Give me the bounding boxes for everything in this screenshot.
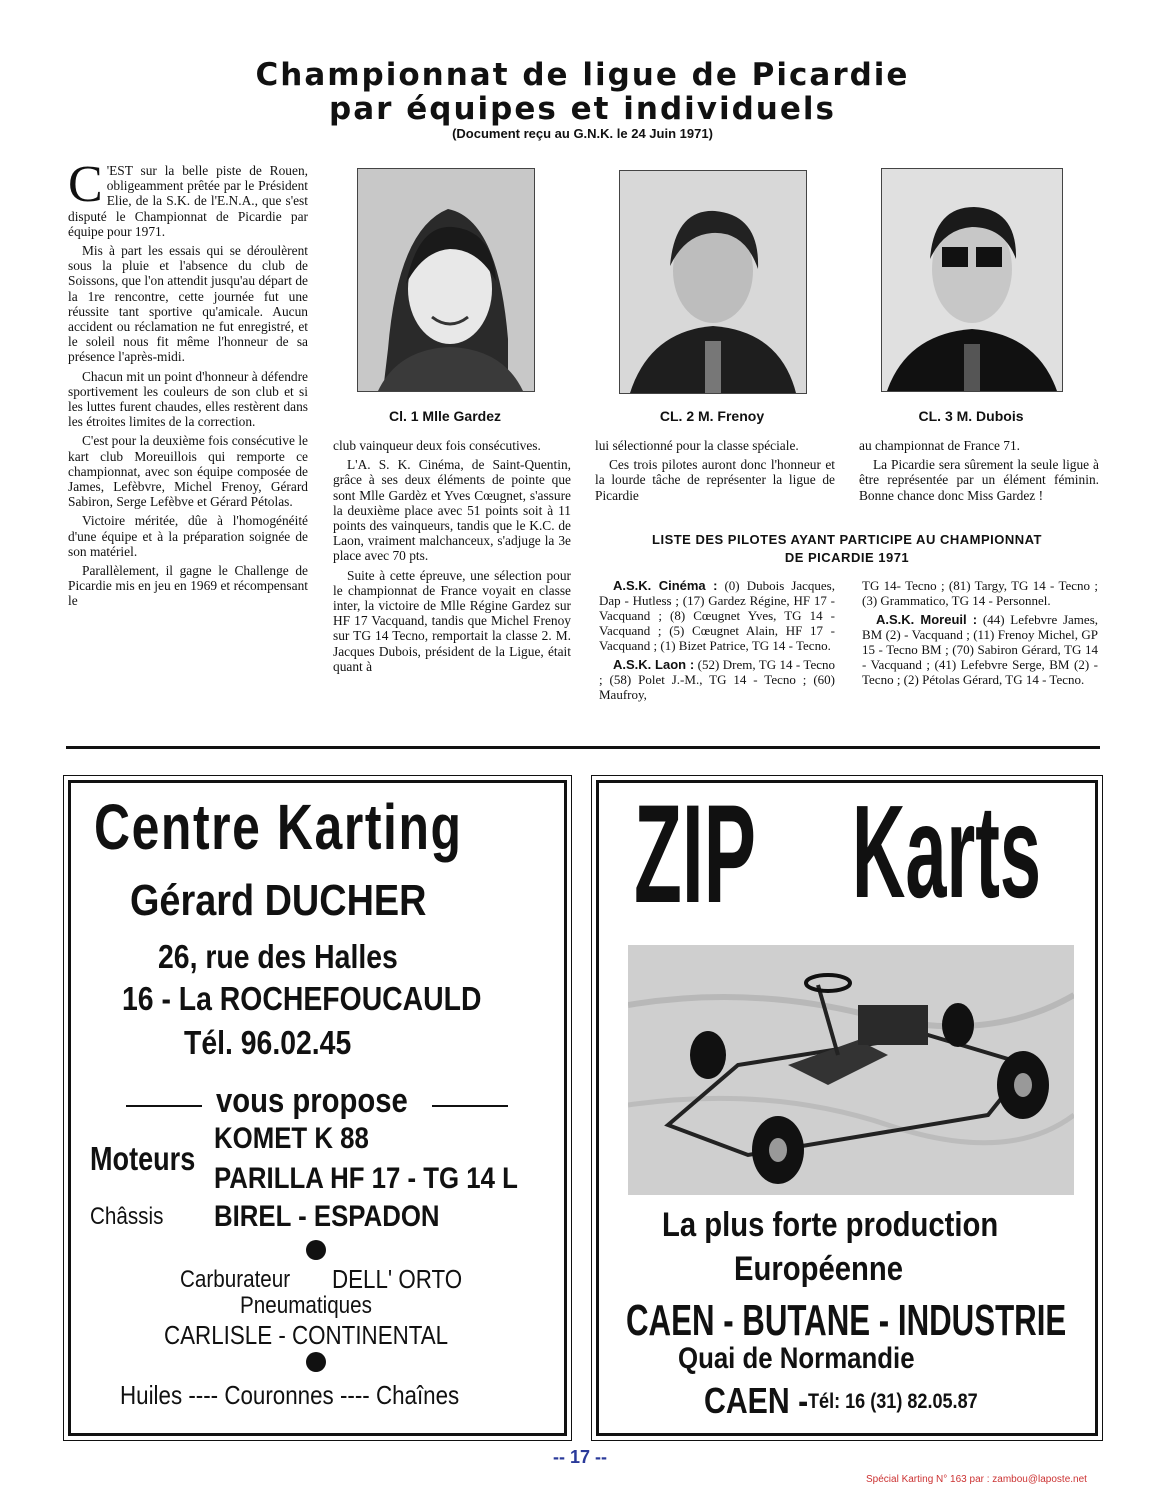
pilot-list-heading-line-2: DE PICARDIE 1971 bbox=[784, 550, 910, 565]
ad-left-address-2: 16 - La ROCHEFOUCAULD bbox=[122, 980, 482, 1017]
col1-paragraph-1: 'EST sur la belle piste de Rouen, obligeamment prêtée par le Président Elie, de la S.K. de l'E.N.A., que s'est disputé le Championnat de Picardie par équipe pour 1971. bbox=[68, 163, 308, 239]
col4-paragraph-1: au championnat de France 71. bbox=[859, 438, 1021, 453]
col4-paragraph-2: La Picardie sera sûrement la seule ligue à être représentée par un élément féminin. Bonne chance donc Miss Gardez ! bbox=[859, 457, 1099, 503]
col1-paragraph-6: Parallèlement, il gagne le Challenge de Picardie mis en jeu en 1969 et récompensant le bbox=[68, 563, 308, 609]
ad-left-moteurs-label: Moteurs bbox=[90, 1140, 196, 1177]
ad-left-chassis: BIREL - ESPADON bbox=[214, 1200, 440, 1233]
pilot-list-left bbox=[599, 578, 835, 706]
col1-paragraph-2: Mis à part les essais qui se déroulèrent sous la pluie et l'absence du club de Soissons, que l'on attendit jusqu'au départ de la 1re rencontre, cette journée fut une réussite tant sportive qu'amicale. Aucun accident ou réclamation ne fut enregistré, et le soleil nous fit même l'honneur de sa présence l'après-midi. bbox=[68, 243, 308, 365]
propose-line-left bbox=[126, 1105, 202, 1107]
article-title-line-1: Championnat de ligue de Picardie bbox=[255, 57, 910, 93]
pilot-list-laon bbox=[599, 657, 835, 702]
club-label-moreuil: A.S.K. Moreuil : bbox=[876, 612, 978, 627]
ad-right-tagline-2: Européenne bbox=[734, 1250, 903, 1288]
photo-caption-1: Cl. 1 Mlle Gardez bbox=[388, 408, 502, 424]
article-column-4 bbox=[859, 438, 1099, 507]
ad-right-tagline-1: La plus forte production bbox=[662, 1206, 999, 1244]
portrait-man-image bbox=[620, 171, 806, 393]
bullet-dot-1 bbox=[306, 1240, 326, 1260]
pilot-list-right bbox=[862, 578, 1098, 691]
photo-frenoy bbox=[619, 170, 807, 394]
ad-left-address-1: 26, rue des Halles bbox=[158, 938, 398, 975]
pilot-list-heading bbox=[595, 531, 1099, 567]
photo-gardez bbox=[357, 168, 535, 392]
col2-paragraph-2: L'A. S. K. Cinéma, de Saint-Quentin, grâce à ses deux éléments de pointe que sont Mlle Gardèz et Yves Cœugnet, s'assure la deuxième place avec 51 points soit à 11 points des vainqueurs, tandis que le K.C. de Laon, vraiment malchanceux, s'adjuge la 3e place avec 70 pts. bbox=[333, 457, 571, 564]
pilot-list-laon-cont: TG 14- Tecno ; (81) Targy, TG 14 - Tecno ; (3) Grammatico, TG 14 - Personnel. bbox=[862, 578, 1098, 608]
ad-left-pneus: CARLISLE - CONTINENTAL bbox=[164, 1320, 449, 1350]
ad-left-carbu-label: Carburateur bbox=[180, 1266, 291, 1293]
article-column-3 bbox=[595, 438, 835, 507]
bullet-dot-2 bbox=[306, 1352, 326, 1372]
col1-paragraph-4: C'est pour la deuxième fois consécutive le kart club Moreuillois qui remporte ce championnat, avec son équipe composée de James, Lefèbvre, Michel Frenoy, Gérard Sabiron, Serge Lefèbve et Gérard Pétolas. bbox=[68, 433, 308, 510]
pilot-list-cinema bbox=[599, 578, 835, 653]
pilot-list-moreuil bbox=[862, 612, 1098, 687]
col2-paragraph-3: Suite à cette épreuve, une sélection pour le championnat de France voyait en classe inter, la victoire de Mlle Régine Gardez sur HF 17 Vacquand, tandis que Michel Frenoy sur TG 14 Tecno, remportait la classe 2. M. Jacques Dubois, président de la Ligue, était quant à bbox=[333, 567, 571, 674]
footer-credit: Spécial Karting N° 163 par : zambou@laposte.net bbox=[866, 1474, 1087, 1485]
col2-paragraph-1: club vainqueur deux fois consécutives. bbox=[333, 438, 541, 453]
go-kart-image bbox=[628, 945, 1074, 1195]
ad-left-name: Gérard DUCHER bbox=[130, 876, 427, 925]
article-title-line-2: par équipes et individuels bbox=[329, 91, 836, 127]
col1-paragraph-3: Chacun mit un point d'honneur à défendre sportivement les couleurs de son club et si les luttes furent chaudes, elles restèrent dans les étroites limites de la correction. bbox=[68, 368, 308, 430]
photo-caption-3: CL. 3 M. Dubois bbox=[918, 408, 1024, 424]
ad-right-company: CAEN - BUTANE - INDUSTRIE bbox=[626, 1296, 1067, 1345]
ad-left-carbu: DELL' ORTO bbox=[332, 1264, 463, 1294]
pilot-list-heading-line-1: LISTE DES PILOTES AYANT PARTICIPE AU CHAMPIONNAT bbox=[652, 532, 1042, 547]
ad-left-chassis-label: Châssis bbox=[90, 1203, 164, 1230]
page-number: -- 17 -- bbox=[553, 1447, 607, 1467]
article-column-2 bbox=[333, 438, 571, 678]
ad-left-pneus-label: Pneumatiques bbox=[240, 1292, 372, 1319]
portrait-woman-image bbox=[358, 169, 534, 391]
article-subtitle: (Document reçu au G.N.K. le 24 Juin 1971) bbox=[452, 126, 713, 141]
ad-right-street: Quai de Normandie bbox=[678, 1342, 915, 1375]
ad-left-moteur-1: KOMET K 88 bbox=[214, 1122, 369, 1155]
col3-paragraph-1: lui sélectionné pour la classe spéciale. bbox=[595, 438, 799, 453]
drop-cap: C bbox=[68, 156, 103, 213]
ad-left-phone: Tél. 96.02.45 bbox=[184, 1024, 352, 1061]
ad-right-headline-zip: ZIP bbox=[634, 775, 756, 932]
photo-caption-2: CL. 2 M. Frenoy bbox=[659, 408, 765, 424]
club-moreuil-pilots: (44) Lefebvre James, BM (2) - Vacquand ; (11) Frenoy Michel, GP 15 - Tecno BM ; (70) Sabiron Gérard, TG 14 - Vacquand ; (41) Lefebvre Serge, BM (2) - Tecno ; (2) Pétolas Gérard, TG 14 - Tecno. bbox=[862, 612, 1099, 687]
col3-paragraph-2: Ces trois pilotes auront donc l'honneur et la lourde tâche de représenter la ligue de Picardie bbox=[595, 457, 835, 503]
portrait-man-glasses-image bbox=[882, 169, 1062, 391]
ad-left-moteur-2: PARILLA HF 17 - TG 14 L bbox=[214, 1162, 518, 1195]
ad-right-city: CAEN - bbox=[704, 1380, 809, 1421]
club-label-cinema: A.S.K. Cinéma : bbox=[613, 578, 718, 593]
ad-right-headline-karts: Karts bbox=[852, 778, 1041, 925]
club-label-laon: A.S.K. Laon : bbox=[613, 657, 695, 672]
ad-left-headline: Centre Karting bbox=[94, 791, 463, 863]
section-divider bbox=[66, 746, 1100, 749]
club-laon-pilots: (52) Drem, TG 14 - Tecno ; (58) Polet J.-M., TG 14 - Tecno ; (60) Maufroy, bbox=[599, 657, 835, 702]
article-column-1 bbox=[68, 156, 308, 613]
ad-left-footer: Huiles ---- Couronnes ---- Chaînes bbox=[120, 1380, 460, 1410]
propose-line-right bbox=[432, 1105, 508, 1107]
ad-right-phone: Tél: 16 (31) 82.05.87 bbox=[808, 1390, 978, 1413]
photo-dubois bbox=[881, 168, 1063, 392]
col1-paragraph-5: Victoire méritée, dûe à l'homogénéité d'une équipe et à la préparation soignée de son matériel. bbox=[68, 513, 308, 559]
ad-left-propose: vous propose bbox=[216, 1082, 408, 1120]
club-cinema-pilots: (0) Dubois Jacques, Dap - Hutless ; (17) Gardez Régine, HF 17 - Vacquand ; (8) Cœugnet Yves, TG 14 - Vacquand ; (5) Cœugnet Alain, HF 17 - Vacquand ; (1) Bizet Patrice, TG 14 - Tecno. bbox=[599, 578, 835, 653]
kart-photo bbox=[628, 945, 1074, 1195]
